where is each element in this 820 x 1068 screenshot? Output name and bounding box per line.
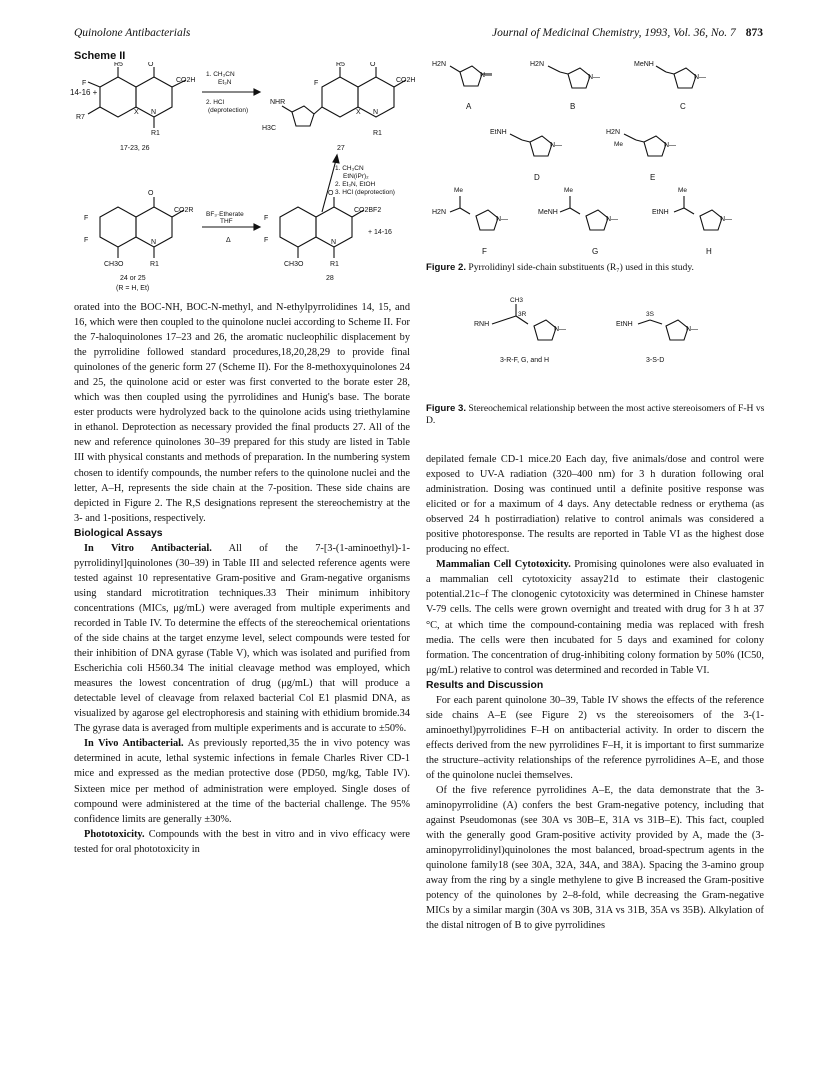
compound-label-27: 27 — [337, 145, 345, 152]
atom-label: O — [328, 190, 334, 197]
svg-text:N—: N— — [694, 74, 707, 81]
section-heading: Results and Discussion — [426, 679, 544, 691]
svg-text:Me: Me — [454, 187, 464, 194]
svg-text:3R: 3R — [518, 311, 527, 318]
atom-label: F — [84, 237, 89, 244]
svg-text:EtNH: EtNH — [490, 129, 507, 136]
atom-label: N — [151, 239, 157, 246]
atom-label: O — [370, 62, 376, 68]
atom-label: N — [151, 109, 157, 116]
run-in-heading: In Vivo Antibacterial. — [84, 738, 184, 750]
figure-2-side-chains — [430, 52, 770, 262]
reagent-line: THF — [220, 218, 233, 225]
side-chain-b — [530, 61, 600, 111]
paragraph — [426, 693, 764, 783]
svg-text:N—: N— — [720, 216, 733, 223]
atom-label: F — [82, 80, 87, 87]
paragraph — [426, 557, 764, 677]
body-column-right — [426, 452, 764, 934]
reagent-line: 1. CH₃CN — [335, 165, 364, 172]
svg-text:Me: Me — [614, 141, 624, 148]
svg-text:A: A — [466, 102, 472, 111]
atom-label: R5 — [336, 62, 345, 68]
paragraph — [426, 452, 764, 557]
figure-2-caption — [426, 262, 766, 274]
atom-label: R1 — [151, 130, 160, 137]
product-27-structure — [282, 67, 406, 126]
paragraph-text: For each parent quinolone 30–39, Table IV shows the effects of the reference side chains A–E (see Figure 2) vs the stereoisomers of the 3-(1-aminoethyl)pyrrolidines F–H on antibacterial activity. In order to discern the effects derived from the new pyrrolidines F–H, it is important to first summarize the structure–activity relationships of the reference pyrrolidines A–E, and those of the quinolone nuclei themselves. — [426, 694, 764, 781]
running-header-left: Quinolone Antibacterials — [74, 27, 191, 39]
figure-3-caption — [426, 403, 766, 427]
side-chain-h — [652, 187, 732, 256]
svg-text:N—: N— — [588, 74, 601, 81]
atom-label: R1 — [330, 261, 339, 268]
atom-label: H3C — [262, 125, 277, 132]
reagent-line: 2. HCl — [206, 99, 225, 106]
svg-text:H: H — [706, 247, 712, 256]
svg-text:F: F — [482, 247, 487, 256]
figure-3-caption-text: Stereochemical relationship between the most active stereoisomers of F-H vs D. — [426, 403, 765, 426]
atom-label: R5 — [114, 62, 123, 68]
reagent-line: 1. CH₃CN — [206, 71, 235, 78]
running-header-right — [433, 27, 763, 39]
paragraph — [74, 541, 410, 737]
svg-text:N—: N— — [496, 216, 509, 223]
section-heading: Biological Assays — [74, 527, 163, 539]
paragraph-text: Of the five reference pyrrolidines A–E, the data demonstrate that the 3-aminopyrrolidine (A) confers the best Gram-negative potency, including that against Pseudomonas (see 30A vs 30B–E, 31A vs 31B–E). This fact, coupled with the generally good Gram-positive activity provided by A, made the (3-aminopyrrolidinyl)quinolones the most balanced, broad-spectrum agents in the quinolone family18 (see 30A, 32A, 34A, and 38A). Spacing the 3-amino group away from the ring by a single methylene to give B increased the Gram-positive potency of the quinolones by 2–8-fold, while decreasing the Gram-negative MICs by a similar margin (30A vs 30B, 31A vs 31B, 35A vs 35B). Alkylation of the distal nitrogen of B to give pyrrolidines — [426, 785, 764, 932]
arrowhead — [333, 155, 339, 163]
atom-label: F — [84, 215, 89, 222]
atom-label: X — [356, 109, 361, 116]
atom-label: R1 — [150, 261, 159, 268]
svg-text:MeNH: MeNH — [634, 61, 654, 68]
paragraph-text: orated into the BOC-NH, BOC-N-methyl, and N-ethylpyrrolidines 14, 15, and 16, which were then coupled to the quinolone nuclei according to Scheme II. For the 7-haloquinolones 17–23 and 26, the aromatic nucleophilic displacement by the pyrrolidine followed standard procedures,18,20,28,29 to provide final quinolones of the generic form 27 (Scheme II). For the 8-methoxyquinolones 24 and 25, the quinolone acid or ester was first converted to the borate ester 28, which was then coupled using the pyrrolidines and Hunig's base. The borate ester products were hydrolyzed back to the quinolone acids using triethylamine in ethanol. Deprotection as necessary provided the final products 27. All of the new and reference quinolones 30–39 prepared for this study are listed in Table III with physical constants and methods of preparation. In the numbering system chosen to identify compounds, the number refers to the quinolone nuclei and the letter, A–H, represents the side chain at the 7-position. These side chains are depicted in Figure 2. The R,S designations represent the stereochemistry at the 3- and 1-positions, respectively. — [74, 302, 410, 524]
paragraph-text: Promising quinolones were also evaluated in a mammalian cell cytotoxicity assay21d to estimate their clastogenic potential.21c–f The clonogenic cytotoxicity was determined in Chinese hamster V-79 cells. The cells were grown overnight and treated with drug for 3 h at 37 °C, at which time the compound-containing media was replaced with fresh media. The cells were then incubated for 5 days and examined for colony formation. The concentration of drug-inhibiting colony formation by 50% (IC50, μg/mL) relative to control was determined and recorded in Table VI. — [426, 559, 765, 676]
paragraph — [426, 783, 764, 933]
scheme-reactant-left: 14-16 + — [70, 88, 98, 97]
svg-text:Me: Me — [564, 187, 574, 194]
page-number: 873 — [745, 27, 763, 39]
arrowhead — [254, 89, 260, 95]
compound-label-24: 24 or 25 — [120, 275, 146, 282]
figure-3-label: Figure 3. — [426, 403, 466, 414]
body-column-left — [74, 300, 410, 857]
atom-label: NHR — [270, 99, 286, 106]
compound-label-17: 17-23, 26 — [120, 145, 150, 152]
figure-3-stereo — [470, 292, 800, 392]
atom-label: N — [331, 239, 337, 246]
run-in-heading: Phototoxicity. — [84, 828, 145, 840]
compound-label-24-note: (R = H, Et) — [116, 285, 150, 292]
atom-label: O — [148, 62, 154, 68]
svg-text:EtNH: EtNH — [616, 321, 633, 328]
atom-label: CO2H — [176, 77, 196, 84]
svg-text:N—: N— — [606, 216, 619, 223]
paragraph-text: All of the 7-[3-(1-aminoethyl)-1-pyrrolidinyl]quinolones (30–39) in Table III and selected reference agents were tested against 10 representative Gram-positive and Gram-negative organisms using standard microtitration techniques.33 Their minimum inhibitory concentrations (MICs, μg/mL) were averaged from multiple experiments and recorded in Table IV. To determine the effects of the stereochemical orientations of the side chains at the target enzyme level, select compounds were tested for their inhibition of DNA gyrase (Table V), which was isolated and purified from Escherichia coli H560.34 The initial cleavage method was employed, which measures the lowest concentration of drug (μg/mL) that will produce a detectable level of cleavage from relaxed bacterial Col E1 plasmid DNA, as visualized by agarose gel electrophoresis and staining with ethidium bromide.34 The gyrase data is averaged from multiple experiments and is accurate to ±50%. — [74, 542, 410, 735]
paragraph-text: depilated female CD-1 mice.20 Each day, five animals/dose and control were exposed to UV-A radiation (320–400 nm) for 3 h duration following oral administration. Dosing was continued until a definite positive response was elicited or for a maximum of 4 days. Any detectable redness or erythema (as observed 24 h postirradiation) relative to control animals was considered a positive photoresponse. The results are reported in Table VI as the highest dose producing no effect. — [426, 454, 764, 556]
paragraph-text: Compounds with the best in vitro and in vivo efficacy were tested for oral phototoxicity in — [74, 828, 410, 855]
reagent-line: (deprotection) — [208, 107, 249, 114]
svg-text:EtNH: EtNH — [652, 209, 669, 216]
run-in-heading: Mammalian Cell Cytotoxicity. — [436, 559, 571, 571]
atom-label: R1 — [373, 130, 382, 137]
stereo-3s-structure — [616, 311, 698, 364]
atom-label: F — [314, 80, 319, 87]
methoxy-quinolone-structure — [100, 197, 184, 258]
reagent-line: 3. HCl (deprotection) — [335, 189, 395, 196]
svg-text:G: G — [592, 247, 599, 256]
svg-text:B: B — [570, 102, 576, 111]
svg-text:Me: Me — [678, 187, 688, 194]
reagent-line: Δ — [226, 237, 231, 244]
plus-reactant: + 14-16 — [368, 229, 392, 236]
journal-citation: Journal of Medicinal Chemistry, 1993, Vol. 36, No. 7 — [492, 27, 736, 39]
figure-2-caption-text: Pyrrolidinyl side-chain substituents (R₇) used in this study. — [468, 262, 694, 273]
svg-text:RNH: RNH — [474, 321, 490, 328]
atom-label: F — [264, 215, 269, 222]
side-chain-g — [538, 187, 618, 256]
paragraph — [74, 736, 410, 826]
svg-text:CH3: CH3 — [510, 297, 524, 304]
svg-text:H2N: H2N — [606, 129, 621, 136]
paragraph-text: As previously reported,35 the in vivo potency was determined in acute, lethal systemic infections in female Charles River CD-1 mice and expressed as the median protective dose (PD50, mg/kg, Table IV). Sixteen mice per method of administration were employed. Single doses of compound were administered at the time of the bacterial challenge. The 95% confidence limits are generally ±30%. — [74, 738, 410, 825]
svg-text:C: C — [680, 102, 686, 111]
svg-text:N—: N— — [686, 326, 699, 333]
atom-label: CH3O — [284, 261, 304, 268]
svg-text:3S: 3S — [646, 311, 654, 318]
svg-text:H2N: H2N — [432, 61, 447, 68]
svg-text:N—: N— — [664, 142, 677, 149]
svg-text:E: E — [650, 173, 656, 182]
reagent-line: EtN(iPr)₂ — [343, 173, 369, 180]
side-chain-d — [490, 129, 562, 182]
side-chain-e — [606, 129, 676, 182]
stereo-label-right: 3-S-D — [646, 357, 665, 364]
paragraph — [74, 300, 410, 526]
reagent-line: 2. Et₃N, EtOH — [335, 181, 376, 188]
compound-label-28: 28 — [326, 275, 334, 282]
atom-label: N — [373, 109, 379, 116]
atom-label: CH3O — [104, 261, 124, 268]
stereo-3r-structure — [474, 297, 566, 364]
borate-ester-structure — [280, 197, 364, 258]
atom-label: CO2BF2 — [354, 207, 382, 214]
quinolone-core-top-left — [88, 67, 186, 128]
svg-text:N—: N— — [550, 142, 563, 149]
stereo-label-left: 3-R-F, G, and H — [500, 357, 550, 364]
svg-text:MeNH: MeNH — [538, 209, 558, 216]
side-chain-f — [432, 187, 508, 256]
atom-label: CO2H — [396, 77, 416, 84]
svg-text:H2N: H2N — [432, 209, 447, 216]
scheme-ii-diagram — [60, 62, 420, 302]
svg-text:N—: N— — [480, 72, 493, 79]
figure-2-label: Figure 2. — [426, 262, 466, 273]
scheme-title: Scheme II — [74, 50, 126, 62]
side-chain-c — [634, 61, 706, 111]
atom-label: F — [264, 237, 269, 244]
paragraph — [74, 827, 410, 857]
svg-text:H2N: H2N — [530, 61, 545, 68]
atom-label: O — [148, 190, 154, 197]
reagent-line: BF₃·Etherate — [206, 211, 244, 218]
svg-text:D: D — [534, 173, 540, 182]
atom-label: R7 — [76, 114, 85, 121]
reagent-line: Et₃N — [218, 79, 232, 86]
run-in-heading: In Vitro Antibacterial. — [84, 542, 212, 554]
svg-text:N—: N— — [554, 326, 567, 333]
atom-label: CO2R — [174, 207, 194, 214]
side-chain-a — [432, 61, 492, 111]
arrowhead — [254, 224, 260, 230]
atom-label: X — [134, 109, 139, 116]
